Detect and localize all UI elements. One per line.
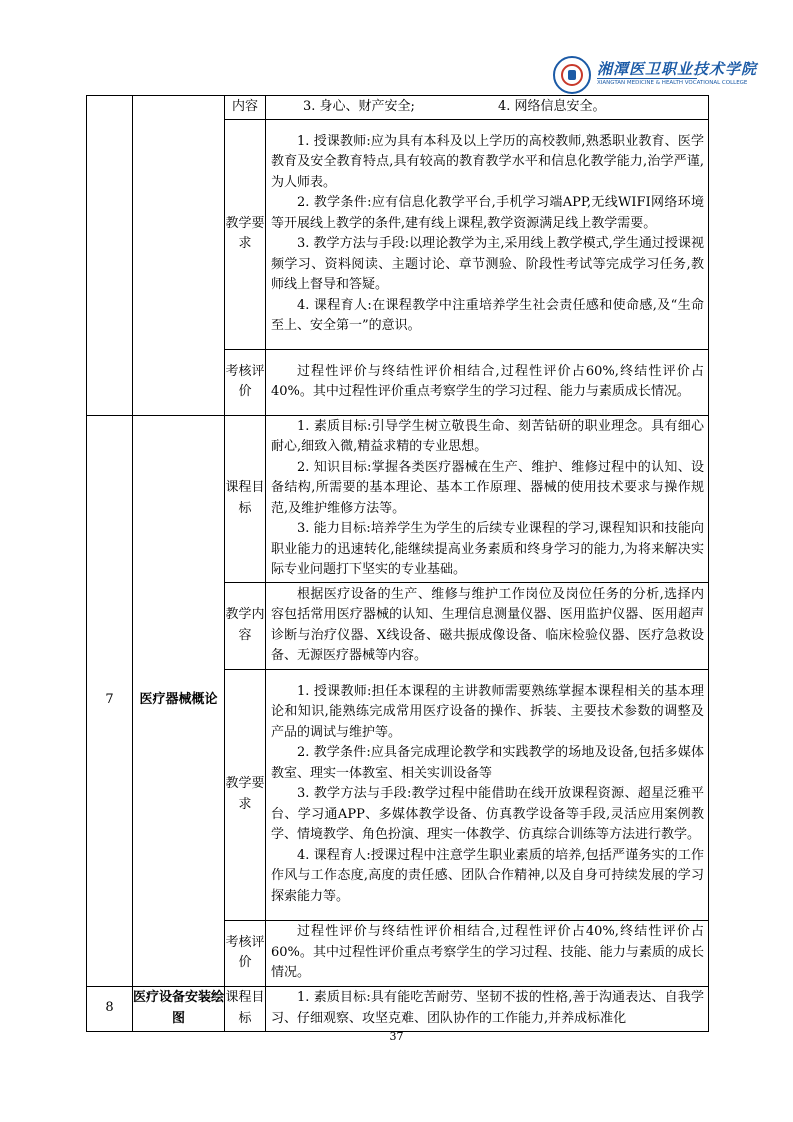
course-number: 8 — [87, 986, 133, 1031]
row-content: 过程性评价与终结性评价相结合,过程性评价占60%,终结性评价占40%。其中过程性评价重点考察学生的学习过程、能力与素质成长情况。 — [266, 349, 709, 415]
row-label: 课程目标 — [225, 986, 266, 1031]
course-name: 医疗设备安装绘图 — [133, 986, 225, 1031]
row-label: 考核评价 — [225, 349, 266, 415]
course-number: 7 — [87, 415, 133, 986]
row-content: 3. 身心、财产安全; 4. 网络信息安全。 — [266, 96, 709, 120]
college-emblem-icon — [553, 56, 591, 94]
row-content: 根据医疗设备的生产、维修与维护工作岗位及岗位任务的分析,选择内容包括常用医疗器械的认知、生理信息测量仪器、医用监护仪器、医用超声诊断与治疗仪器、X线设备、磁共振成像设备、临床检验仪器、医疗急救设备、无源医疗器械等内容。 — [266, 582, 709, 669]
logo-english-name: XIANGTAN MEDICINE & HEALTH VOCATIONAL COLLEGE — [597, 80, 748, 86]
row-label: 教学要求 — [225, 119, 266, 349]
row-content: 1. 素质目标:具有能吃苦耐劳、坚韧不拔的性格,善于沟通表达、自我学习、仔细观察、攻坚克难、团队协作的工作能力,并养成标准化 — [266, 986, 709, 1031]
row-content: 过程性评价与终结性评价相结合,过程性评价占40%,终结性评价占60%。其中过程性评价重点考察学生的学习过程、技能、能力与素质的成长情况。 — [266, 920, 709, 986]
table-row — [87, 986, 709, 1031]
course-table — [86, 95, 709, 1032]
college-logo — [553, 56, 758, 96]
table-row — [87, 415, 709, 582]
row-label: 考核评价 — [225, 920, 266, 986]
page-number: 37 — [389, 1030, 404, 1043]
row-label: 教学内容 — [225, 582, 266, 669]
logo-chinese-name: 湘潭医卫职业技术学院 — [597, 60, 758, 78]
row-label: 教学要求 — [225, 669, 266, 920]
row-content: 1. 素质目标:引导学生树立敬畏生命、刻苦钻研的职业理念。具有细心耐心,细致入微,精益求精的专业思想。 2. 知识目标:掌握各类医疗器械在生产、维护、维修过程中的认知、设备结构,所需要的基本理论、基本工作原理、器械的使用技术要求与操作规范,及维护维修方法等。 3. 能力目标:培养学生为学生的后续专业课程的学习,课程知识和技能向职业能力的迅速转化,能继续提高业务素质和终身学习的能力,为将来解决实际专业问题打下坚实的专业基础。 — [266, 415, 709, 582]
row-label: 内容 — [225, 96, 266, 120]
row-content: 1. 授课教师:应为具有本科及以上学历的高校教师,熟悉职业教育、医学教育及安全教育特点,具有较高的教育教学水平和信息化教学能力,治学严谨,为人师表。 2. 教学条件:应有信息化教学平台,手机学习端APP,无线WIFI网络环境等开展线上教学的条件,建有线上课程,教学资源满足线上教学需要。 3. 教学方法与手段:以理论教学为主,采用线上教学模式,学生通过授课视频学习、资料阅读、主题讨论、章节测验、阶段性考试等完成学习任务,教师线上督导和答疑。 4. 课程育人:在课程教学中注重培养学生社会责任感和使命感,及“生命至上、安全第一”的意识。 — [266, 119, 709, 349]
course-name: 医疗器械概论 — [133, 415, 225, 986]
row-label: 课程目标 — [225, 415, 266, 582]
row-content: 1. 授课教师:担任本课程的主讲教师需要熟练掌握本课程相关的基本理论和知识,能熟练完成常用医疗设备的操作、拆装、主要技术参数的调整及产品的调试与维护等。 2. 教学条件:应具备完成理论教学和实践教学的场地及设备,包括多媒体教室、理实一体教室、相关实训设备等 3. 教学方法与手段:教学过程中能借助在线开放课程资源、超星泛雅平台、学习通APP、多媒体教学设备、仿真教学设备等手段,灵活应用案例教学、情境教学、角色扮演、理实一体教学、仿真综合训练等方法进行教学。 4. 课程育人:授课过程中注意学生职业素质的培养,包括严谨务实的工作作风与工作态度,高度的责任感、团队合作精神,以及自身可持续发展的学习探索能力等。 — [266, 669, 709, 920]
table-row — [87, 96, 709, 120]
